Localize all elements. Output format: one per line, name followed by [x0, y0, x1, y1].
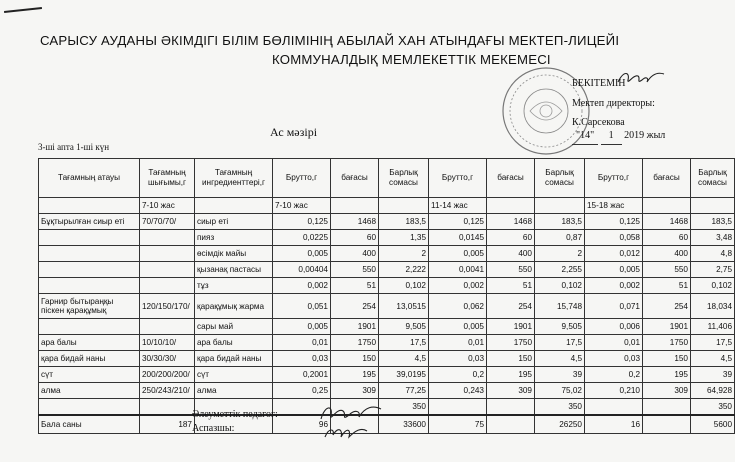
yield-cell	[140, 399, 195, 416]
value-cell: 0,210	[585, 383, 643, 399]
value-cell: 195	[331, 367, 379, 383]
dish-name-cell	[39, 319, 140, 335]
approval-block	[572, 77, 665, 142]
cook-label: Аспазшы:	[192, 423, 235, 434]
value-cell: 64,928	[691, 383, 735, 399]
yield-cell	[140, 230, 195, 246]
empty-cell	[691, 198, 735, 214]
value-cell: 13,0515	[379, 294, 429, 319]
value-cell: 39,0195	[379, 367, 429, 383]
value-cell: 0,002	[585, 278, 643, 294]
dish-name-cell: Бұқтырылған сиыр еті	[39, 214, 140, 230]
value-cell: 400	[487, 246, 535, 262]
value-cell: 0,01	[585, 335, 643, 351]
value-cell: 17,5	[535, 335, 585, 351]
value-cell: 0,002	[273, 278, 331, 294]
value-cell: 0,125	[429, 214, 487, 230]
ingredient-cell: пияз	[195, 230, 273, 246]
empty-cell	[643, 198, 691, 214]
value-cell: 18,034	[691, 294, 735, 319]
yield-cell	[140, 319, 195, 335]
total-group3-sum: 5600	[691, 415, 735, 434]
header-total-sum: Барлық сомасы	[379, 159, 429, 198]
empty-cell	[487, 415, 535, 434]
value-cell: 0,005	[429, 246, 487, 262]
header-price: бағасы	[643, 159, 691, 198]
empty-cell	[487, 198, 535, 214]
yield-cell: 70/70/70/	[140, 214, 195, 230]
value-cell	[585, 399, 643, 416]
value-cell: 0,002	[429, 278, 487, 294]
age-group-cell: 7-10 жас	[273, 198, 331, 214]
value-cell	[429, 399, 487, 416]
yield-cell	[140, 246, 195, 262]
value-cell: 0,00404	[273, 262, 331, 278]
approved-label: БЕКІТЕМІН	[572, 78, 626, 89]
header-ingredients: Тағамның ингредиенттері,г	[195, 159, 273, 198]
value-cell: 0,125	[585, 214, 643, 230]
value-cell: 4,5	[379, 351, 429, 367]
value-cell: 77,25	[379, 383, 429, 399]
value-cell: 1750	[643, 335, 691, 351]
dish-name-cell	[39, 262, 140, 278]
ingredient-cell: сүт	[195, 367, 273, 383]
header-price: бағасы	[487, 159, 535, 198]
value-cell: 60	[643, 230, 691, 246]
value-cell: 3,48	[691, 230, 735, 246]
value-cell: 2,222	[379, 262, 429, 278]
dish-name-cell	[39, 278, 140, 294]
total-group1-count: 96	[273, 415, 331, 434]
value-cell: 150	[331, 351, 379, 367]
value-cell	[643, 399, 691, 416]
age-group-cell: 15-18 жас	[585, 198, 643, 214]
value-cell: 0,005	[273, 319, 331, 335]
table-row	[39, 262, 735, 278]
header-total-sum: Барлық сомасы	[691, 159, 735, 198]
value-cell: 254	[643, 294, 691, 319]
ingredient-cell: сары май	[195, 319, 273, 335]
header-brutto: Брутто,г	[585, 159, 643, 198]
ingredient-cell: қара бидай наны	[195, 351, 273, 367]
value-cell: 17,5	[379, 335, 429, 351]
value-cell: 0,03	[273, 351, 331, 367]
value-cell: 0,071	[585, 294, 643, 319]
ingredient-cell: қарақұмық жарма	[195, 294, 273, 319]
value-cell: 51	[487, 278, 535, 294]
age-group-cell: 7-10 жас	[140, 198, 195, 214]
value-cell: 0,01	[273, 335, 331, 351]
value-cell: 350	[379, 399, 429, 416]
value-cell: 0,87	[535, 230, 585, 246]
dish-name-cell: Гарнир бытыраңқы піскен қарақұмық	[39, 294, 140, 319]
date-month: 1	[601, 129, 622, 145]
age-group-row	[39, 198, 735, 214]
table-row	[39, 319, 735, 335]
value-cell: 0,243	[429, 383, 487, 399]
empty-cell	[379, 198, 429, 214]
handwritten-signatures	[315, 397, 395, 445]
value-cell: 0,005	[585, 262, 643, 278]
institution-title-line1: САРЫСУ АУДАНЫ ӘКІМДІГІ БІЛІМ БӨЛІМІНІҢ АБЫЛАЙ ХАН АТЫНДАҒЫ МЕКТЕП-ЛИЦЕЙІ	[40, 33, 620, 48]
value-cell: 2,75	[691, 262, 735, 278]
table-row	[39, 230, 735, 246]
header-brutto: Брутто,г	[273, 159, 331, 198]
ingredient-cell: өсімдік майы	[195, 246, 273, 262]
value-cell: 51	[331, 278, 379, 294]
value-cell: 0,01	[429, 335, 487, 351]
dish-name-cell: қара бидай наны	[39, 351, 140, 367]
value-cell: 1468	[331, 214, 379, 230]
empty-cell	[331, 198, 379, 214]
table-row	[39, 367, 735, 383]
menu-title: Ас мәзірі	[270, 125, 318, 139]
value-cell: 0,062	[429, 294, 487, 319]
yield-cell: 200/200/200/	[140, 367, 195, 383]
value-cell: 1750	[487, 335, 535, 351]
value-cell: 550	[487, 262, 535, 278]
value-cell: 0,2	[429, 367, 487, 383]
value-cell: 309	[487, 383, 535, 399]
value-cell: 9,505	[379, 319, 429, 335]
dish-name-cell: сүт	[39, 367, 140, 383]
yield-cell: 10/10/10/	[140, 335, 195, 351]
empty-cell	[643, 415, 691, 434]
value-cell: 11,406	[691, 319, 735, 335]
value-cell: 1901	[331, 319, 379, 335]
dish-name-cell: алма	[39, 383, 140, 399]
value-cell: 1468	[487, 214, 535, 230]
yield-cell	[140, 278, 195, 294]
value-cell: 39	[691, 367, 735, 383]
total-group1-sum: 33600	[379, 415, 429, 434]
signature-labels	[192, 408, 278, 436]
ingredient-cell: тұз	[195, 278, 273, 294]
menu-table	[38, 158, 735, 434]
value-cell: 0,0225	[273, 230, 331, 246]
dish-name-cell	[39, 246, 140, 262]
value-cell: 195	[487, 367, 535, 383]
value-cell: 4,8	[691, 246, 735, 262]
value-cell: 0,102	[379, 278, 429, 294]
value-cell: 0,2001	[273, 367, 331, 383]
value-cell: 0,0145	[429, 230, 487, 246]
value-cell: 0,102	[535, 278, 585, 294]
value-cell: 75,02	[535, 383, 585, 399]
value-cell	[487, 399, 535, 416]
value-cell: 309	[643, 383, 691, 399]
value-cell: 350	[691, 399, 735, 416]
empty-cell	[195, 198, 273, 214]
ingredient-cell: алма	[195, 383, 273, 399]
value-cell: 0,2	[585, 367, 643, 383]
value-cell: 0,102	[691, 278, 735, 294]
approval-date	[572, 129, 665, 142]
value-cell: 0,005	[273, 246, 331, 262]
value-cell: 195	[643, 367, 691, 383]
table-row	[39, 335, 735, 351]
total-group2-count: 75	[429, 415, 487, 434]
value-cell: 17,5	[691, 335, 735, 351]
value-cell: 0,25	[273, 383, 331, 399]
value-cell: 150	[487, 351, 535, 367]
empty-cell	[39, 198, 140, 214]
header-brutto: Брутто,г	[429, 159, 487, 198]
value-cell: 400	[331, 246, 379, 262]
value-cell: 183,5	[379, 214, 429, 230]
director-name: К.Сарсекова	[572, 117, 625, 128]
empty-cell	[535, 198, 585, 214]
table-row	[39, 278, 735, 294]
dish-name-cell	[39, 399, 140, 416]
total-group3-count: 16	[585, 415, 643, 434]
value-cell: 0,051	[273, 294, 331, 319]
value-cell: 1468	[643, 214, 691, 230]
value-cell: 350	[535, 399, 585, 416]
value-cell: 39	[535, 367, 585, 383]
age-group-cell: 11-14 жас	[429, 198, 487, 214]
value-cell: 1901	[487, 319, 535, 335]
week-day-label: 3-ші апта 1-ші күн	[38, 142, 110, 152]
table-header-row	[39, 159, 735, 198]
table-row	[39, 294, 735, 319]
institution-title-line2: КОММУНАЛДЫҚ МЕМЛЕКЕТТІК МЕКЕМЕСІ	[272, 52, 551, 67]
value-cell: 0,125	[273, 214, 331, 230]
value-cell: 183,5	[691, 214, 735, 230]
social-pedagogue-label: Әлеуметтік педагог:	[192, 409, 278, 420]
value-cell: 0,006	[585, 319, 643, 335]
header-price: бағасы	[331, 159, 379, 198]
value-cell: 60	[487, 230, 535, 246]
total-group2-sum: 26250	[535, 415, 585, 434]
value-cell: 0,03	[429, 351, 487, 367]
ingredient-cell: қызанақ пастасы	[195, 262, 273, 278]
director-position: Мектеп директоры:	[572, 98, 655, 109]
total-children-count: 187	[140, 415, 195, 434]
ingredient-cell: ара балы	[195, 335, 273, 351]
value-cell: 4,5	[691, 351, 735, 367]
value-cell: 400	[643, 246, 691, 262]
value-cell: 0,03	[585, 351, 643, 367]
value-cell: 15,748	[535, 294, 585, 319]
yield-cell	[140, 262, 195, 278]
value-cell: 550	[643, 262, 691, 278]
value-cell: 183,5	[535, 214, 585, 230]
yield-cell: 250/243/210/	[140, 383, 195, 399]
value-cell: 0,0041	[429, 262, 487, 278]
date-day: "14"	[572, 129, 598, 145]
value-cell: 309	[331, 383, 379, 399]
value-cell: 4,5	[535, 351, 585, 367]
value-cell: 0,058	[585, 230, 643, 246]
value-cell: 254	[331, 294, 379, 319]
dish-name-cell	[39, 230, 140, 246]
value-cell: 60	[331, 230, 379, 246]
value-cell: 9,505	[535, 319, 585, 335]
value-cell: 254	[487, 294, 535, 319]
value-cell: 1750	[331, 335, 379, 351]
value-cell: 0,005	[429, 319, 487, 335]
table-row	[39, 351, 735, 367]
ingredient-cell: сиыр еті	[195, 214, 273, 230]
value-cell: 51	[643, 278, 691, 294]
header-total-sum: Барлық сомасы	[535, 159, 585, 198]
value-cell: 0,012	[585, 246, 643, 262]
value-cell: 550	[331, 262, 379, 278]
table-row	[39, 214, 735, 230]
total-label: Бала саны	[39, 415, 140, 434]
value-cell: 1,35	[379, 230, 429, 246]
date-year: 2019 жыл	[624, 130, 666, 141]
yield-cell: 30/30/30/	[140, 351, 195, 367]
value-cell: 150	[643, 351, 691, 367]
header-dish-yield: Тағамның шығымы,г	[140, 159, 195, 198]
yield-cell: 120/150/170/	[140, 294, 195, 319]
value-cell: 2	[379, 246, 429, 262]
value-cell: 2	[535, 246, 585, 262]
header-dish-name: Тағамның атауы	[39, 159, 140, 198]
dish-name-cell: ара балы	[39, 335, 140, 351]
value-cell: 2,255	[535, 262, 585, 278]
value-cell: 1901	[643, 319, 691, 335]
corner-pen-mark	[4, 7, 42, 13]
table-row	[39, 246, 735, 262]
